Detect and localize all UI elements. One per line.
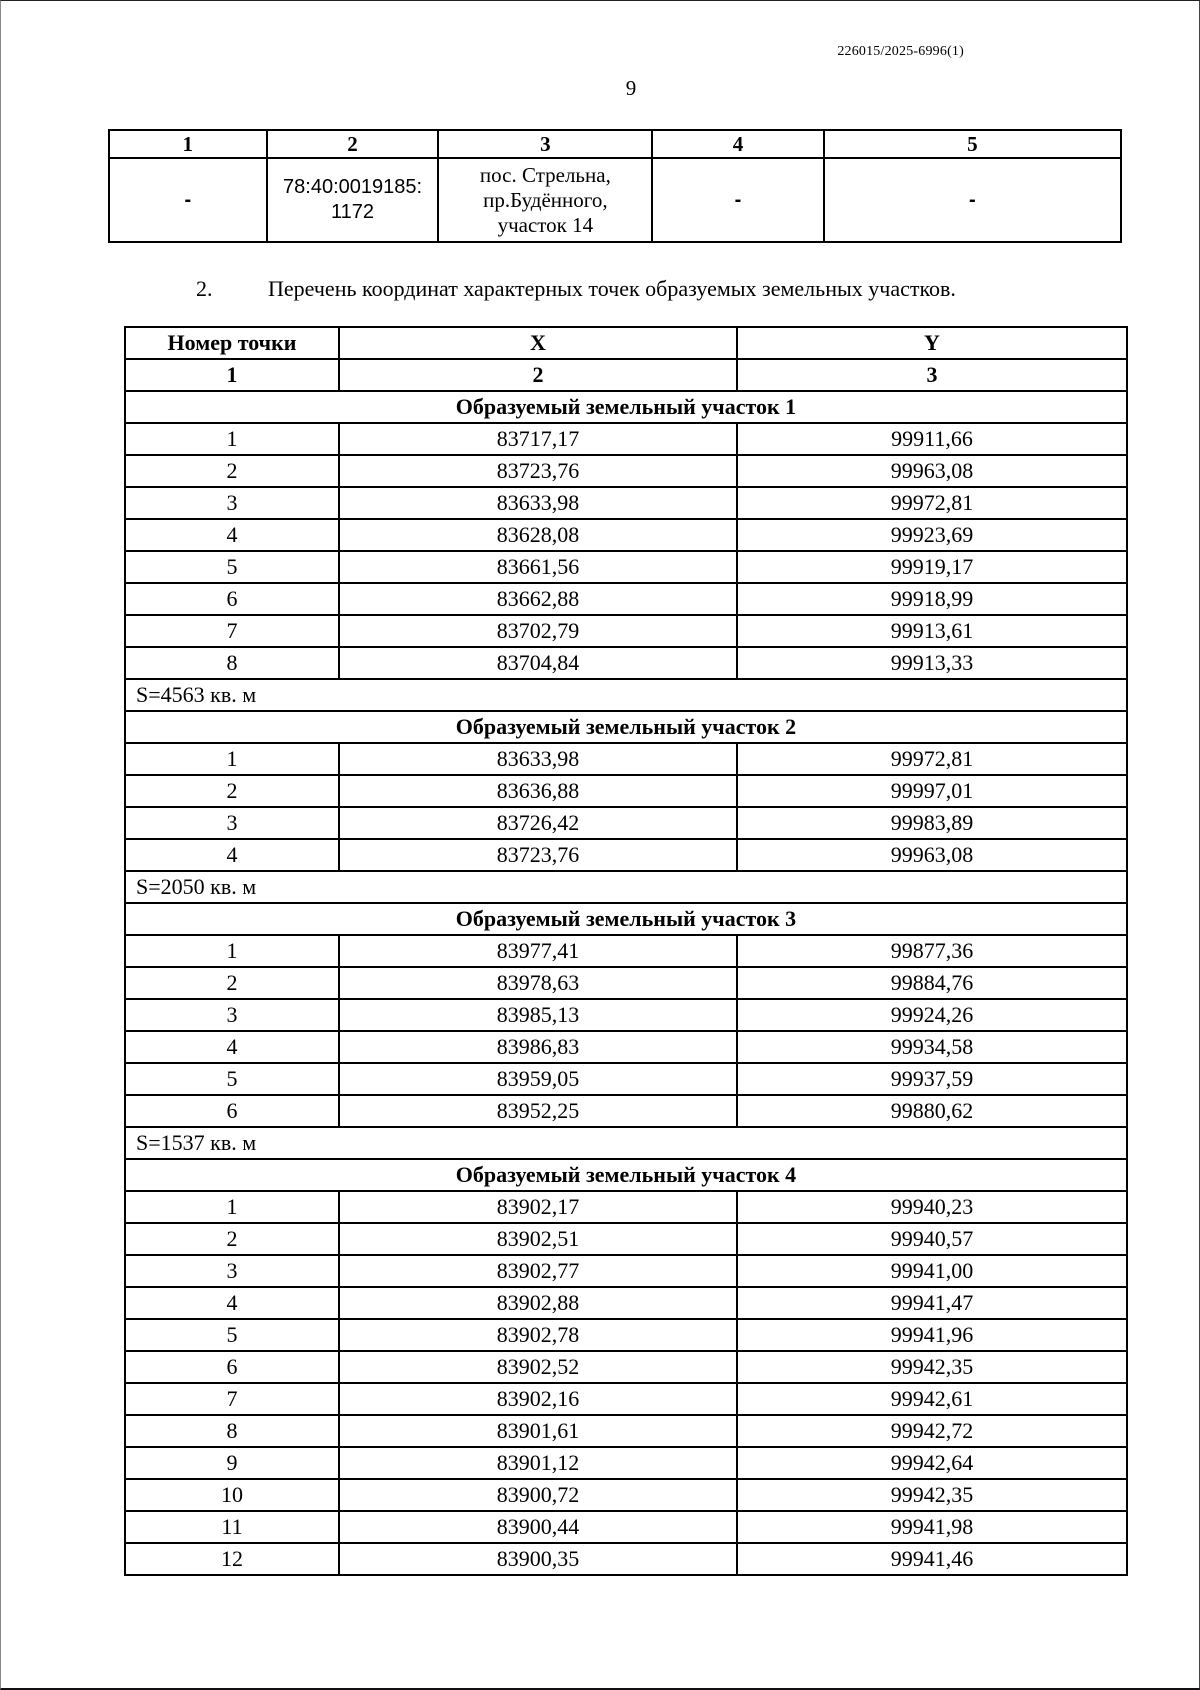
point-number-cell: 4 xyxy=(125,519,339,551)
y-coordinate-cell: 99941,47 xyxy=(737,1287,1127,1319)
table-row xyxy=(125,1031,1127,1063)
y-coordinate-cell: 99934,58 xyxy=(737,1031,1127,1063)
plot-area: S=2050 кв. м xyxy=(125,871,1127,903)
y-coordinate-cell: 99940,57 xyxy=(737,1223,1127,1255)
table-row xyxy=(125,775,1127,807)
section-heading xyxy=(196,276,956,302)
page-number: 9 xyxy=(625,76,637,100)
plot-title-row xyxy=(125,1159,1127,1191)
plot-area: S=1537 кв. м xyxy=(125,1127,1127,1159)
coordinates-header-cell: Y xyxy=(737,327,1127,359)
table-row xyxy=(125,1351,1127,1383)
table-row xyxy=(125,967,1127,999)
x-coordinate-cell: 83723,76 xyxy=(339,455,737,487)
parcel-table xyxy=(108,129,1122,243)
parcel-table-header-row xyxy=(109,130,1121,158)
table-row xyxy=(125,743,1127,775)
table-row xyxy=(125,1063,1127,1095)
x-coordinate-cell: 83902,78 xyxy=(339,1319,737,1351)
y-coordinate-cell: 99923,69 xyxy=(737,519,1127,551)
y-coordinate-cell: 99972,81 xyxy=(737,743,1127,775)
plot-title-row xyxy=(125,711,1127,743)
parcel-table-cell: - xyxy=(824,158,1121,242)
y-coordinate-cell: 99884,76 xyxy=(737,967,1127,999)
cadastral-number-cell xyxy=(267,158,439,242)
table-row xyxy=(125,519,1127,551)
y-coordinate-cell: 99942,64 xyxy=(737,1447,1127,1479)
y-coordinate-cell: 99942,35 xyxy=(737,1351,1127,1383)
x-coordinate-cell: 83902,51 xyxy=(339,1223,737,1255)
y-coordinate-cell: 99983,89 xyxy=(737,807,1127,839)
section-number: 2. xyxy=(196,276,213,301)
x-coordinate-cell: 83726,42 xyxy=(339,807,737,839)
x-coordinate-cell: 83636,88 xyxy=(339,775,737,807)
x-coordinate-cell: 83633,98 xyxy=(339,743,737,775)
plot-title: Образуемый земельный участок 3 xyxy=(125,903,1127,935)
table-row xyxy=(125,487,1127,519)
table-row xyxy=(125,583,1127,615)
x-coordinate-cell: 83902,16 xyxy=(339,1383,737,1415)
coordinates-table xyxy=(124,326,1128,1576)
cadastral-number-line: 1172 xyxy=(331,201,375,223)
y-coordinate-cell: 99937,59 xyxy=(737,1063,1127,1095)
plot-title-row xyxy=(125,391,1127,423)
x-coordinate-cell: 83717,17 xyxy=(339,423,737,455)
plot-title: Образуемый земельный участок 2 xyxy=(125,711,1127,743)
coordinates-header-cell: X xyxy=(339,327,737,359)
table-row xyxy=(125,423,1127,455)
point-number-cell: 6 xyxy=(125,1351,339,1383)
point-number-cell: 2 xyxy=(125,455,339,487)
point-number-cell: 1 xyxy=(125,1191,339,1223)
table-row xyxy=(125,1415,1127,1447)
x-coordinate-cell: 83977,41 xyxy=(339,935,737,967)
point-number-cell: 1 xyxy=(125,743,339,775)
point-number-cell: 2 xyxy=(125,1223,339,1255)
point-number-cell: 6 xyxy=(125,583,339,615)
point-number-cell: 7 xyxy=(125,1383,339,1415)
point-number-cell: 11 xyxy=(125,1511,339,1543)
point-number-cell: 3 xyxy=(125,1255,339,1287)
x-coordinate-cell: 83900,44 xyxy=(339,1511,737,1543)
x-coordinate-cell: 83661,56 xyxy=(339,551,737,583)
x-coordinate-cell: 83628,08 xyxy=(339,519,737,551)
y-coordinate-cell: 99972,81 xyxy=(737,487,1127,519)
y-coordinate-cell: 99997,01 xyxy=(737,775,1127,807)
point-number-cell: 5 xyxy=(125,1063,339,1095)
address-line: пос. Стрельна, xyxy=(479,162,611,187)
parcel-table-cell: - xyxy=(109,158,267,242)
coordinates-column-number: 2 xyxy=(339,359,737,391)
plot-title-row xyxy=(125,903,1127,935)
plot-area-row xyxy=(125,679,1127,711)
table-row xyxy=(125,935,1127,967)
table-row xyxy=(125,615,1127,647)
point-number-cell: 9 xyxy=(125,1447,339,1479)
point-number-cell: 4 xyxy=(125,1287,339,1319)
parcel-table-header-cell: 5 xyxy=(824,130,1121,158)
table-row xyxy=(125,1319,1127,1351)
point-number-cell: 2 xyxy=(125,967,339,999)
point-number-cell: 10 xyxy=(125,1479,339,1511)
point-number-cell: 3 xyxy=(125,807,339,839)
x-coordinate-cell: 83702,79 xyxy=(339,615,737,647)
x-coordinate-cell: 83902,77 xyxy=(339,1255,737,1287)
y-coordinate-cell: 99963,08 xyxy=(737,455,1127,487)
table-row xyxy=(125,1447,1127,1479)
point-number-cell: 2 xyxy=(125,775,339,807)
y-coordinate-cell: 99877,36 xyxy=(737,935,1127,967)
x-coordinate-cell: 83985,13 xyxy=(339,999,737,1031)
table-row xyxy=(125,839,1127,871)
plot-area: S=4563 кв. м xyxy=(125,679,1127,711)
point-number-cell: 4 xyxy=(125,1031,339,1063)
y-coordinate-cell: 99941,96 xyxy=(737,1319,1127,1351)
address-cell xyxy=(438,158,652,242)
address-line: пр.Будённого, xyxy=(483,187,608,212)
y-coordinate-cell: 99913,33 xyxy=(737,647,1127,679)
point-number-cell: 7 xyxy=(125,615,339,647)
y-coordinate-cell: 99940,23 xyxy=(737,1191,1127,1223)
y-coordinate-cell: 99942,35 xyxy=(737,1479,1127,1511)
y-coordinate-cell: 99913,61 xyxy=(737,615,1127,647)
x-coordinate-cell: 83901,12 xyxy=(339,1447,737,1479)
y-coordinate-cell: 99942,72 xyxy=(737,1415,1127,1447)
parcel-table-header-cell: 2 xyxy=(267,130,439,158)
point-number-cell: 1 xyxy=(125,935,339,967)
coordinates-header-row xyxy=(125,327,1127,359)
table-row xyxy=(125,1255,1127,1287)
coordinates-header-cell: Номер точки xyxy=(125,327,339,359)
y-coordinate-cell: 99942,61 xyxy=(737,1383,1127,1415)
point-number-cell: 12 xyxy=(125,1543,339,1575)
plot-area-row xyxy=(125,1127,1127,1159)
table-row xyxy=(125,1223,1127,1255)
x-coordinate-cell: 83704,84 xyxy=(339,647,737,679)
x-coordinate-cell: 83902,17 xyxy=(339,1191,737,1223)
x-coordinate-cell: 83901,61 xyxy=(339,1415,737,1447)
y-coordinate-cell: 99941,98 xyxy=(737,1511,1127,1543)
x-coordinate-cell: 83902,52 xyxy=(339,1351,737,1383)
x-coordinate-cell: 83902,88 xyxy=(339,1287,737,1319)
y-coordinate-cell: 99918,99 xyxy=(737,583,1127,615)
x-coordinate-cell: 83723,76 xyxy=(339,839,737,871)
x-coordinate-cell: 83952,25 xyxy=(339,1095,737,1127)
cadastral-number-line: 78:40:0019185: xyxy=(283,176,423,198)
point-number-cell: 1 xyxy=(125,423,339,455)
table-row xyxy=(125,1511,1127,1543)
y-coordinate-cell: 99963,08 xyxy=(737,839,1127,871)
coordinates-column-number: 3 xyxy=(737,359,1127,391)
x-coordinate-cell: 83900,35 xyxy=(339,1543,737,1575)
table-row xyxy=(125,1191,1127,1223)
coordinates-column-number-row xyxy=(125,359,1127,391)
section-title: Перечень координат характерных точек образуемых земельных участков. xyxy=(268,276,956,301)
y-coordinate-cell: 99924,26 xyxy=(737,999,1127,1031)
point-number-cell: 5 xyxy=(125,1319,339,1351)
plot-title: Образуемый земельный участок 1 xyxy=(125,391,1127,423)
y-coordinate-cell: 99911,66 xyxy=(737,423,1127,455)
table-row xyxy=(125,807,1127,839)
y-coordinate-cell: 99941,00 xyxy=(737,1255,1127,1287)
table-row xyxy=(125,1543,1127,1575)
parcel-table-header-cell: 4 xyxy=(652,130,824,158)
table-row xyxy=(125,1287,1127,1319)
address-line: участок 14 xyxy=(497,212,594,237)
point-number-cell: 5 xyxy=(125,551,339,583)
x-coordinate-cell: 83633,98 xyxy=(339,487,737,519)
point-number-cell: 6 xyxy=(125,1095,339,1127)
x-coordinate-cell: 83662,88 xyxy=(339,583,737,615)
x-coordinate-cell: 83959,05 xyxy=(339,1063,737,1095)
y-coordinate-cell: 99880,62 xyxy=(737,1095,1127,1127)
table-row xyxy=(125,1479,1127,1511)
x-coordinate-cell: 83978,63 xyxy=(339,967,737,999)
parcel-table-row xyxy=(109,158,1121,242)
point-number-cell: 8 xyxy=(125,1415,339,1447)
table-row xyxy=(125,999,1127,1031)
x-coordinate-cell: 83900,72 xyxy=(339,1479,737,1511)
point-number-cell: 3 xyxy=(125,999,339,1031)
table-row xyxy=(125,1095,1127,1127)
plot-area-row xyxy=(125,871,1127,903)
point-number-cell: 4 xyxy=(125,839,339,871)
y-coordinate-cell: 99919,17 xyxy=(737,551,1127,583)
parcel-table-cell: - xyxy=(652,158,824,242)
document-id: 226015/2025-6996(1) xyxy=(837,44,964,59)
parcel-table-header-cell: 3 xyxy=(438,130,652,158)
point-number-cell: 8 xyxy=(125,647,339,679)
plot-title: Образуемый земельный участок 4 xyxy=(125,1159,1127,1191)
point-number-cell: 3 xyxy=(125,487,339,519)
table-row xyxy=(125,1383,1127,1415)
parcel-table-header-cell: 1 xyxy=(109,130,267,158)
table-row xyxy=(125,551,1127,583)
coordinates-column-number: 1 xyxy=(125,359,339,391)
x-coordinate-cell: 83986,83 xyxy=(339,1031,737,1063)
table-row xyxy=(125,455,1127,487)
table-row xyxy=(125,647,1127,679)
y-coordinate-cell: 99941,46 xyxy=(737,1543,1127,1575)
